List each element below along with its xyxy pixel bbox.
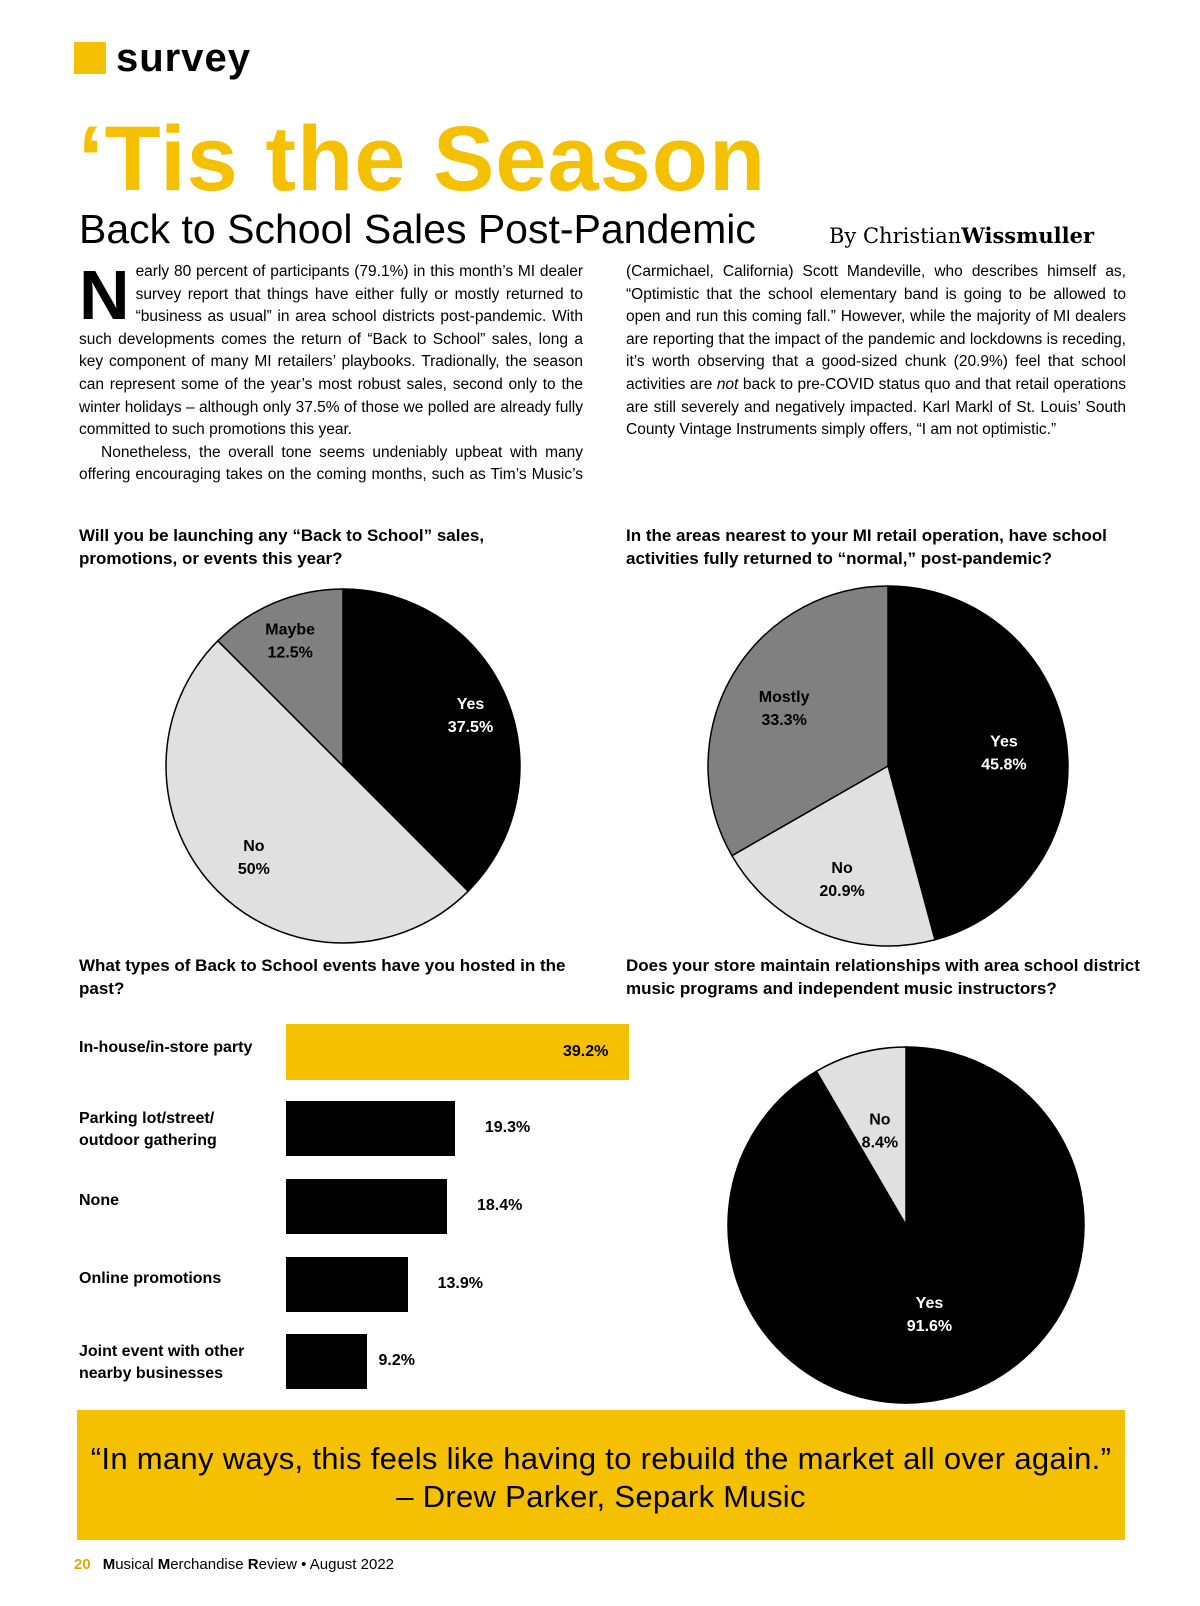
pull-quote-line-2: – Drew Parker, Separk Music [396, 1479, 806, 1514]
pie-2-no-label: No [831, 859, 853, 877]
chart-2-title: In the areas nearest to your MI retail operation, have school activities fully returned to “normal,” post-pandemic? [626, 526, 1107, 568]
pub-word-3: eview [258, 1556, 297, 1573]
paragraph-1-text: early 80 percent of participants (79.1%) in this month’s MI dealer survey report that things have either fully or mostly returned to “business as usual” in area school districts post-pandemic. With such developments comes the return of “Back to School” sales, long a key component of many MI retailers’ playbooks. Tradionally, the season can represent some of the year’s most robust sales, second only to the winter holidays – although only 37.5% of those we polled are already fully committed to such promotions this year. [79, 263, 583, 439]
pie-4-yes-value: 91.6% [906, 1317, 953, 1335]
chart-3-title: What types of Back to School events have you hosted in the past? [79, 956, 566, 998]
chart-4-title: Does your store maintain relationships with area school district music programs and independent music instructors? [626, 956, 1140, 998]
chart-1-title: Will you be launching any “Back to School” sales, promotions, or events this year? [79, 526, 485, 568]
bar-value-label: 39.2% [563, 1043, 609, 1060]
pull-quote [77, 1440, 1125, 1516]
pub-initial-m2: M [157, 1556, 171, 1573]
paragraph-2-text-a: Nonetheless, the overall tone seems undeniably upbeat with many offering encouraging takes on the coming months, such as Tim’s Music’s [79, 443, 583, 484]
pub-word-2: erchandise [170, 1556, 248, 1573]
pie-1-no-label: No [243, 838, 265, 856]
pie-1-yes-label: Yes [456, 696, 485, 714]
issue-date: August 2022 [309, 1556, 395, 1573]
pie-4-no-value: 8.4% [861, 1134, 899, 1152]
page-footer [74, 1555, 394, 1575]
byline-prefix: By Christian [829, 224, 962, 248]
pie-1-maybe-label: Maybe [265, 621, 316, 639]
paragraph-2-text-b: back to pre-COVID status quo and that retail operations are still severely and negatively impacted. Karl Markl of St. Louis’ South County Vintage Instruments simply offers, “I am not optimistic.” [626, 375, 1126, 439]
pie-2-mostly-label: Mostly [758, 688, 810, 706]
pie-4-no-label: No [869, 1111, 891, 1129]
footer-separator: • [301, 1556, 307, 1573]
paragraph-2-emphasis: not [716, 375, 739, 393]
pie-2-mostly-value: 33.3% [761, 711, 807, 729]
bar-2 [286, 1101, 455, 1156]
bar-category-label: Online promotions [79, 1270, 222, 1287]
bar-value-label: 13.9% [437, 1275, 483, 1292]
paragraph-2-text-cont: (Carmichael, California) Scott Mandeville, who describes himself as, “Optimistic that the school elementary band is going to be allowed to open and run this coming fall.” However, while the majority of MI dealers are reporting that the impact of the pandemic and lockdowns is receding, it’s worth observing that a good-sized chunk (20.9%) feel that school activities are [626, 263, 1126, 393]
pie-1-no-value: 50% [237, 861, 270, 879]
pie-2-yes-label: Yes [990, 733, 1018, 751]
pie-1-yes-value: 37.5% [447, 719, 494, 737]
bar-value-label: 19.3% [484, 1119, 531, 1136]
bar-5 [286, 1334, 367, 1389]
subheadline: Back to School Sales Post-Pandemic [79, 206, 756, 252]
bar-category-label: Joint event with other nearby businesses [79, 1343, 245, 1382]
bar-value-label: 9.2% [378, 1352, 415, 1369]
pub-initial-m1: M [102, 1556, 116, 1573]
bar-category-label: None [79, 1192, 119, 1209]
bar-value-label: 18.4% [477, 1197, 523, 1214]
headline: ‘Tis the Season [78, 108, 767, 210]
pub-initial-r: R [247, 1556, 259, 1573]
bar-3 [286, 1179, 447, 1234]
pie-1-maybe-value: 12.5% [267, 644, 313, 662]
byline-name: Wissmuller [961, 223, 1095, 248]
section-label: survey [116, 36, 251, 80]
bar-category-label: In-house/in-store party [79, 1039, 253, 1056]
pull-quote-box [77, 1410, 1125, 1540]
pub-word-1: usical [115, 1556, 158, 1573]
pull-quote-line-1: “In many ways, this feels like having to rebuild the market all over again.” [90, 1441, 1112, 1476]
bar-4 [286, 1257, 408, 1312]
pie-2-no-value: 20.9% [819, 882, 865, 900]
drop-cap: N [79, 256, 130, 334]
page-number: 20 [74, 1556, 91, 1573]
pie-2-yes-value: 45.8% [981, 756, 1027, 774]
bar-category-label: Parking lot/street/ outdoor gathering [79, 1110, 217, 1149]
pie-4-yes-label: Yes [915, 1294, 944, 1312]
